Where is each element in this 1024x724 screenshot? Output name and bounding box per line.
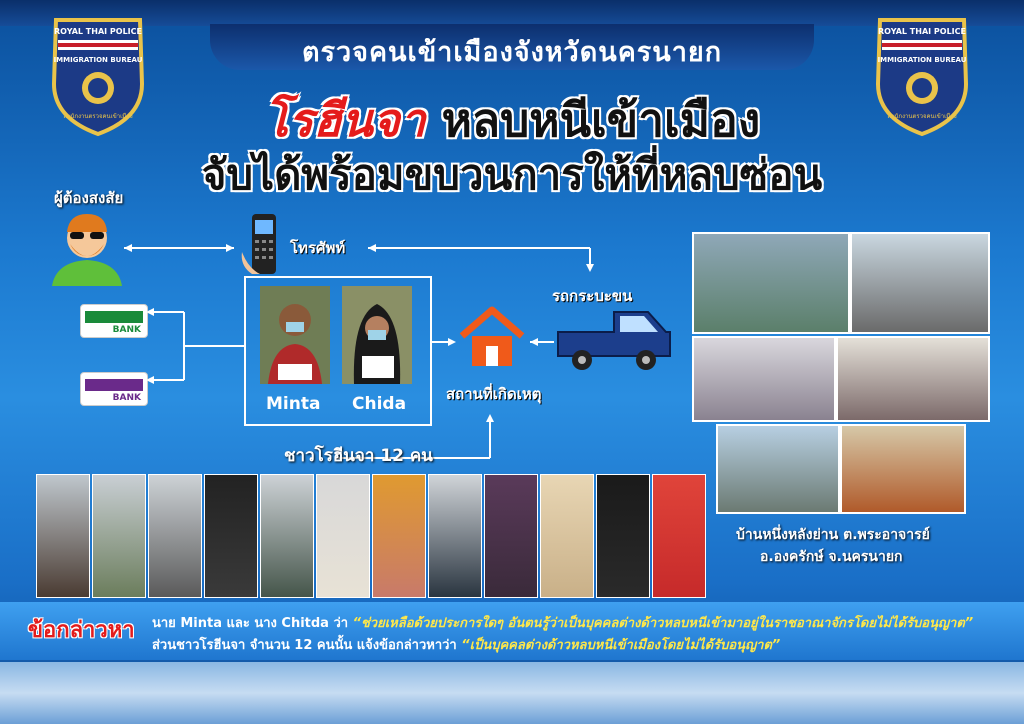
top-bar — [0, 0, 1024, 26]
photo-minta — [260, 286, 330, 384]
photo-chida — [342, 286, 412, 384]
group-photo-8 — [428, 474, 482, 598]
group-photo-3 — [148, 474, 202, 598]
truck-icon — [554, 308, 674, 374]
group-photo-5 — [260, 474, 314, 598]
svg-text:สำนักงานตรวจคนเข้าเมือง: สำนักงานตรวจคนเข้าเมือง — [887, 113, 957, 120]
group-photo-2 — [92, 474, 146, 598]
police-badge-right — [872, 14, 972, 136]
office-title: ตรวจคนเข้าเมืองจังหวัดนครนายก — [301, 37, 723, 68]
group-photo-4 — [204, 474, 258, 598]
truck-label: รถกระบะขน — [552, 287, 633, 305]
bank-card-green: BANK — [80, 304, 148, 338]
police-badge-left — [48, 14, 148, 136]
scene-photo-3 — [692, 336, 836, 422]
suspect-icon — [46, 206, 128, 288]
svg-text:IMMIGRATION BUREAU: IMMIGRATION BUREAU — [877, 56, 967, 64]
bank-card-purple: BANK — [80, 372, 148, 406]
group-photo-1 — [36, 474, 90, 598]
location-line2: อ.องครักษ์ จ.นครนายก — [760, 549, 903, 565]
location-line1: บ้านหนึ่งหลังย่าน ต.พระอาจารย์ — [736, 527, 930, 543]
badge-top-text: ROYAL THAI POLICE — [54, 27, 142, 36]
scene-label: สถานที่เกิดเหตุ — [446, 385, 542, 403]
scene-photo-1 — [692, 232, 850, 334]
badge-mid-text: IMMIGRATION BUREAU — [53, 56, 143, 64]
headline-rest: หลบหนีเข้าเมือง — [441, 93, 761, 147]
scene-photo-4 — [836, 336, 990, 422]
phone-icon — [240, 212, 286, 278]
headline-red: โรฮีนจา — [263, 93, 426, 147]
house-icon — [458, 306, 526, 368]
svg-text:ROYAL THAI POLICE: ROYAL THAI POLICE — [878, 27, 966, 36]
scene-photo-5 — [716, 424, 840, 514]
name-chida: Chida — [352, 394, 407, 414]
phone-label: โทรศัพท์ — [290, 239, 346, 257]
bottom-strip — [0, 662, 1024, 724]
group-photo-12 — [652, 474, 706, 598]
suspect-label: ผู้ต้องสงสัย — [54, 189, 124, 207]
name-minta: Minta — [266, 394, 321, 414]
group-photo-11 — [596, 474, 650, 598]
group-label: ชาวโรฮีนจา 12 คน — [284, 446, 433, 466]
charges-line1: นาย Minta และ นาง Chitda ว่า “ช่วยเหลือด้วยประการใดๆ อันตนรู้ว่าเป็นบุคคลต่างด้าวหลบหนีเข้ามาอยู่ในราชอาณาจักรโดยไม่ได้รับอนุญาต” — [152, 616, 974, 631]
scene-photo-2 — [850, 232, 990, 334]
scene-photo-6 — [840, 424, 966, 514]
group-photo-7 — [372, 474, 426, 598]
charges-line2: ส่วนชาวโรฮีนจา จำนวน 12 คนนั้น แจ้งข้อกล่าวหาว่า “เป็นบุคคลต่างด้าวหลบหนีเข้าเมืองโดยไม่ได้รับอนุญาต” — [152, 638, 781, 653]
headline-second: จับได้พร้อมขบวนการให้ที่หลบซ่อน — [201, 150, 823, 199]
group-photo-10 — [540, 474, 594, 598]
group-photo-9 — [484, 474, 538, 598]
charges-label: ข้อกล่าวหา — [28, 618, 135, 643]
group-photo-6 — [316, 474, 370, 598]
badge-bottom-text: สำนักงานตรวจคนเข้าเมือง — [63, 113, 133, 120]
